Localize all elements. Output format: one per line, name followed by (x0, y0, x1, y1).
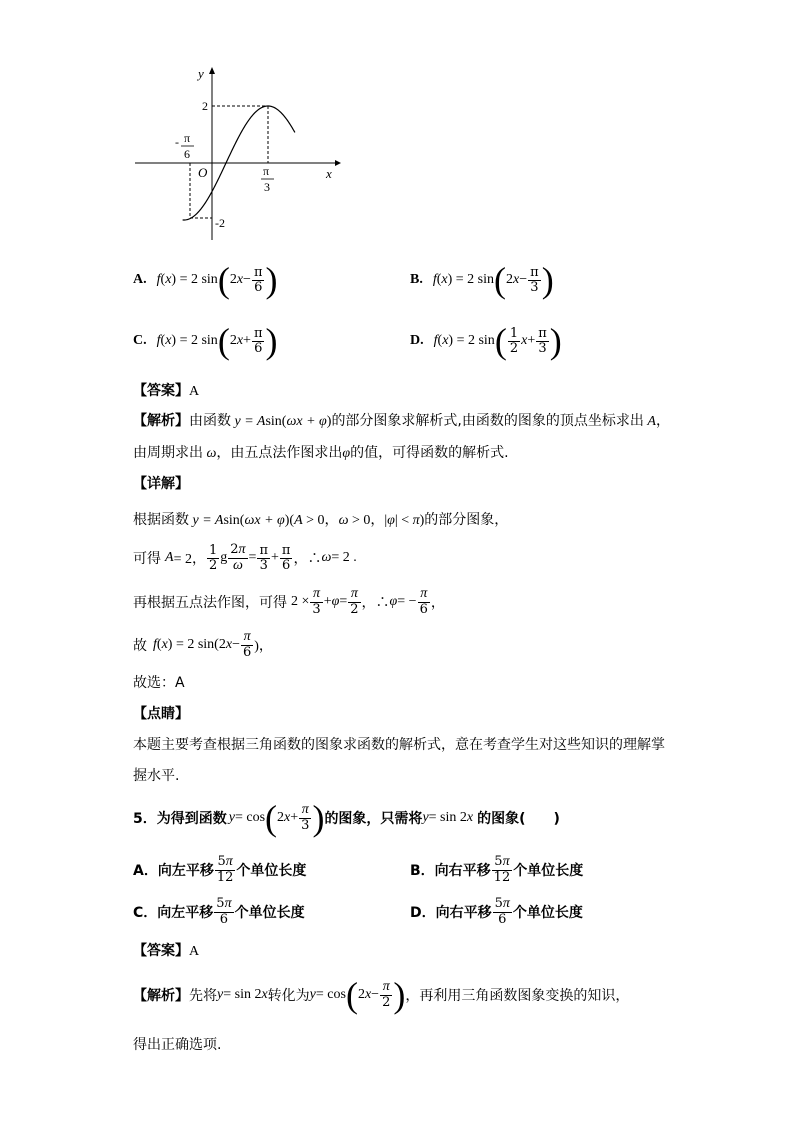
analysis-1-line-1: 【解析】由函数 y = Asin(ωx + φ)的部分图象求解析式,由函数的图象的顶点坐标求出 A， (133, 413, 670, 429)
answer-1-value: A (189, 384, 200, 399)
detail-tag: 【详解】 (133, 476, 189, 492)
analysis-2-line-2: 得出正确选项. (133, 1037, 222, 1053)
sine-graph (130, 60, 350, 245)
option-b-formula: f (432, 272, 437, 287)
detail-text: 再根据五点法作图，可得 (133, 595, 287, 611)
answer-1-tag: 【答案】 (133, 383, 189, 399)
option-b-letter: B. (410, 272, 423, 287)
y-axis-label: y (198, 66, 204, 81)
q5-option-c[interactable]: C．向左平移 $\frac{5\pi}{6}$ 个单位长度 (133, 896, 305, 928)
pi-3-num: π (263, 164, 270, 178)
option-a-formula: f (156, 272, 161, 287)
option-c-formula: f (156, 333, 161, 348)
q5-option-unit: 个单位长度 (236, 863, 307, 879)
q5-option-b-label: B．向右平移 (410, 863, 491, 879)
q5-option-a-label: A．向左平移 (133, 863, 214, 879)
q5-option-b[interactable]: B．向右平移 $\frac{5\pi}{12}$ 个单位长度 (410, 854, 584, 886)
option-d-formula: f (433, 333, 438, 348)
option-d[interactable]: D. f ( x ) = 2 sin ( $\frac{1}{2}$ x + $\frac{\pi}{3}$ ) (410, 321, 562, 361)
analysis-2-text: 先将 (189, 988, 217, 1004)
q5-stem-text: 5．为得到函数 (133, 811, 227, 827)
q5-option-unit: 个单位长度 (234, 905, 305, 921)
x-axis-label: x (326, 166, 332, 181)
neg-pi-6-den: 6 (184, 147, 190, 161)
tick-label-neg2: -2 (215, 216, 225, 230)
answer-2-tag: 【答案】 (133, 943, 189, 959)
y-axis-arrow (209, 67, 215, 74)
q5-option-unit: 个单位长度 (512, 905, 583, 921)
detail-text: 可得 (133, 551, 161, 567)
neg-pi-6-num: π (184, 131, 191, 145)
detail-text: 的部分图象， (424, 512, 509, 528)
formula: y = A (231, 414, 266, 429)
analysis-2-tag: 【解析】 (133, 988, 189, 1004)
detail-line-2: 可得 A = 2， $\frac{1}{2}$ g $\frac{2\pi}{\omega}$ = $\frac{\pi}{3}$ + $\frac{\pi}{6}$ ，∴ ω = 2 . (133, 541, 357, 573)
tick-label-2: 2 (202, 99, 208, 113)
q5-stem-text: 的图象( ) (477, 811, 560, 827)
analysis-2-text: ，再利用三角函数图象变换的知识， (405, 988, 630, 1004)
comment-line-1: 本题主要考查根据三角函数的图象求函数的解析式，意在考查学生对这些知识的理解掌 (133, 737, 665, 753)
option-a-letter: A. (133, 272, 147, 287)
q5-option-d[interactable]: D．向右平移 $\frac{5\pi}{6}$ 个单位长度 (410, 896, 583, 928)
q5-stem-text: 的图象，只需将 (324, 811, 423, 827)
option-c[interactable]: C. f ( x ) = 2 sin ( 2 x + $\frac{\pi}{6}$ ) (133, 321, 278, 361)
q5-option-c-label: C．向左平移 (133, 905, 214, 921)
answer-1 (133, 380, 199, 400)
detail-line-1: 根据函数 y = Asin(ωx + φ)(A > 0，ω > 0，|φ| < π)的部分图象， (133, 512, 509, 528)
q5-option-d-label: D．向右平移 (410, 905, 492, 921)
detail-line-3: 再根据五点法作图，可得 2 × $\frac{\pi}{3}$ + φ = $\frac{\pi}{2}$ ，∴ φ = − $\frac{\pi}{6}$ ， (133, 586, 445, 618)
q5-option-a[interactable]: A．向左平移 $\frac{5\pi}{12}$ 个单位长度 (133, 854, 307, 886)
analysis-1-text: 由函数 (189, 413, 231, 429)
option-c-letter: C. (133, 333, 147, 348)
analysis-2-line-1: 【解析】 先将 y = sin 2 x 转化为 y = cos ( 2 x − $\frac{\pi}{2}$ ) ，再利用三角函数图象变换的知识， (133, 975, 630, 1015)
neg-pi-6-sign: - (175, 135, 179, 149)
answer-2-value: A (189, 944, 200, 959)
analysis-1-text: 由周期求出 (133, 445, 203, 461)
comment-tag: 【点睛】 (133, 706, 189, 722)
detail-line-5: 故选：A (133, 675, 185, 691)
analysis-1-tag: 【解析】 (133, 413, 189, 429)
origin-label: O (198, 165, 208, 180)
detail-text: 故 (133, 638, 147, 654)
analysis-1-text: 的值，可得函数的解析式. (350, 445, 509, 461)
pi-3-den: 3 (264, 180, 270, 194)
option-b[interactable]: B. f ( x ) = 2 sin ( 2 x − $\frac{\pi}{3}$ ) (410, 260, 554, 300)
analysis-2-text: 转化为 (267, 988, 310, 1004)
detail-line-4: 故 f ( x ) = 2 sin(2 x − $\frac{\pi}{6}$ )， (133, 629, 273, 661)
option-d-letter: D. (410, 333, 424, 348)
option-a[interactable]: A. f ( x ) = 2 sin ( 2 x − $\frac{\pi}{6}$ ) (133, 260, 278, 300)
detail-text: 根据函数 (133, 512, 189, 528)
analysis-1-text: 的部分图象求解析式,由函数的图象的顶点坐标求出 (331, 413, 644, 429)
q5-option-unit: 个单位长度 (513, 863, 584, 879)
analysis-1-line-2: 由周期求出 ω，由五点法作图求出φ的值，可得函数的解析式. (133, 445, 509, 461)
q5-stem: 5．为得到函数 y = cos ( 2 x + $\frac{\pi}{3}$ ) 的图象，只需将 y = sin 2 x 的图象( ) (133, 798, 560, 838)
x-axis-arrow (335, 160, 341, 166)
answer-2 (133, 940, 199, 960)
comment-line-2: 握水平. (133, 768, 180, 784)
analysis-1-text: ，由五点法作图求出 (216, 445, 343, 461)
